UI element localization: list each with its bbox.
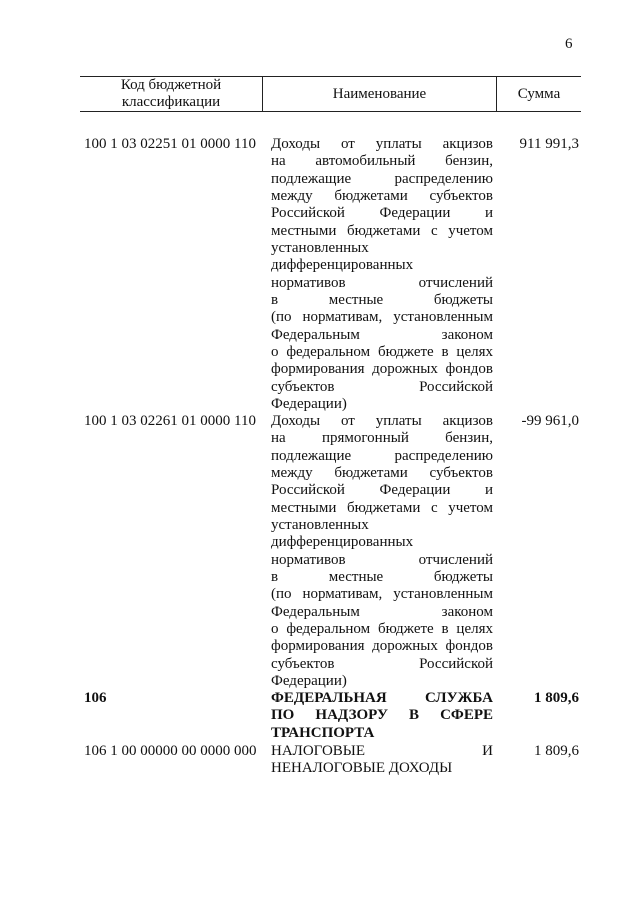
row-description-line: (по нормативам, установленным xyxy=(271,586,493,603)
row-description-line: ФЕДЕРАЛЬНАЯ СЛУЖБА xyxy=(271,690,493,706)
header-name: Наименование xyxy=(263,77,497,111)
row-description-line: Российской Федерации и xyxy=(271,205,493,222)
row-description-line: Российской Федерации и xyxy=(271,482,493,499)
row-description-line: Федеральным законом xyxy=(271,326,493,343)
row-amount: -99 961,0 xyxy=(521,413,579,429)
table-header xyxy=(80,76,581,112)
row-description-line: НЕНАЛОГОВЫЕ ДОХОДЫ xyxy=(271,760,453,777)
row-description-line: установленных xyxy=(271,517,369,534)
row-description-line: между бюджетами субъектов xyxy=(271,188,493,205)
row-description-line: формирования дорожных фондов xyxy=(271,361,493,378)
row-description-line: дифференцированных xyxy=(271,257,414,274)
row-description xyxy=(271,413,493,691)
page-number: 6 xyxy=(565,36,573,52)
row-description-line: в местные бюджеты xyxy=(271,569,493,586)
row-description-line: ТРАНСПОРТА xyxy=(271,724,375,741)
row-description-line: в местные бюджеты xyxy=(271,292,493,309)
row-description-line: дифференцированных xyxy=(271,534,414,551)
row-description-line: нормативов отчислений xyxy=(271,274,493,291)
row-description-line: ПО НАДЗОРУ В СФЕРЕ xyxy=(271,707,493,724)
row-description-line: о федеральном бюджете в целях xyxy=(271,344,493,361)
row-description-line: Федерации) xyxy=(271,673,347,690)
row-code: 100 1 03 02251 01 0000 110 xyxy=(84,136,256,152)
row-description-line: подлежащие распределению xyxy=(271,447,493,464)
row-description-line: НАЛОГОВЫЕ И xyxy=(271,743,493,759)
row-description-line: между бюджетами субъектов xyxy=(271,465,493,482)
row-code: 106 xyxy=(84,690,107,706)
header-code: Код бюджетной классификации xyxy=(80,77,263,111)
header-amount: Сумма xyxy=(517,85,561,102)
row-description-line: Федеральным законом xyxy=(271,603,493,620)
row-amount: 1 809,6 xyxy=(534,743,579,759)
row-description xyxy=(271,690,493,742)
row-description-line: подлежащие распределению xyxy=(271,170,493,187)
row-description-line: установленных xyxy=(271,240,369,257)
row-description-line: субъектов Российской xyxy=(271,655,493,672)
row-description-line: Доходы от уплаты акцизов xyxy=(271,413,493,429)
row-description-line: формирования дорожных фондов xyxy=(271,638,493,655)
row-description-line: (по нормативам, установленным xyxy=(271,309,493,326)
row-description-line: нормативов отчислений xyxy=(271,551,493,568)
row-amount: 1 809,6 xyxy=(534,690,579,706)
row-description-line: Федерации) xyxy=(271,396,347,413)
row-description xyxy=(271,743,493,778)
row-amount: 911 991,3 xyxy=(519,136,579,152)
row-code: 100 1 03 02261 01 0000 110 xyxy=(84,413,256,429)
row-description-line: местными бюджетами с учетом xyxy=(271,499,493,516)
row-description-line: субъектов Российской xyxy=(271,378,493,395)
row-description-line: на автомобильный бензин, xyxy=(271,153,493,170)
row-description-line: о федеральном бюджете в целях xyxy=(271,621,493,638)
row-description xyxy=(271,136,493,414)
row-description-line: местными бюджетами с учетом xyxy=(271,222,493,239)
row-description-line: на прямогонный бензин, xyxy=(271,430,493,447)
row-code: 106 1 00 00000 00 0000 000 xyxy=(84,743,257,759)
row-description-line: Доходы от уплаты акцизов xyxy=(271,136,493,152)
